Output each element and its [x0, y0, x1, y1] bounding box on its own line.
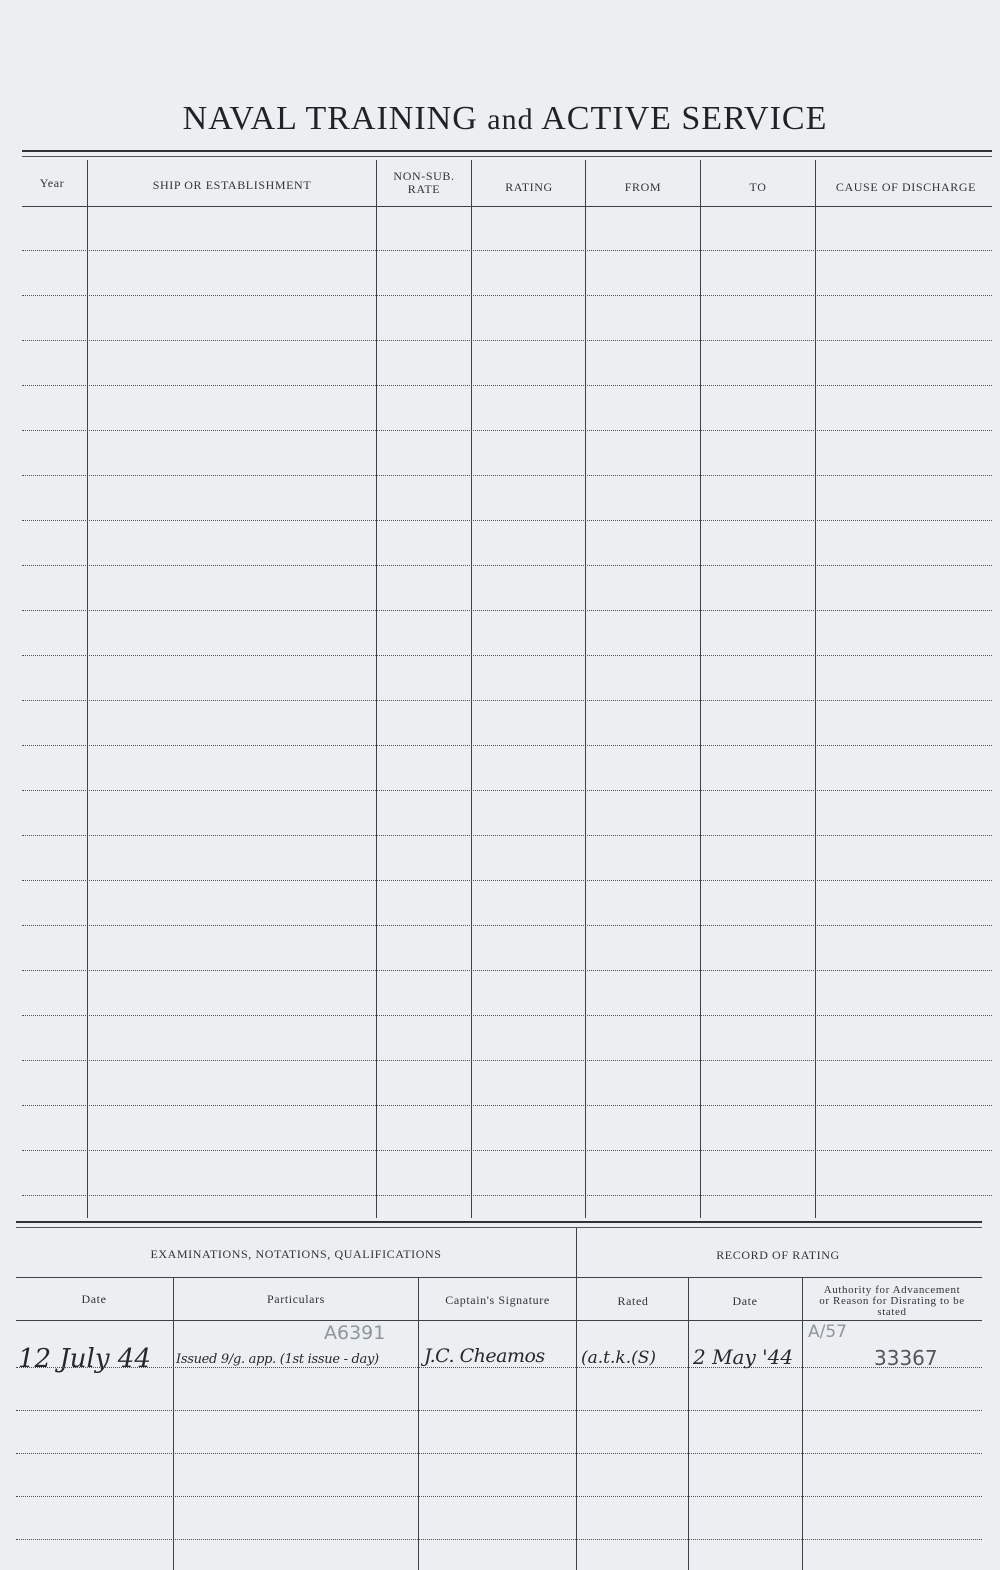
- exam-header-signature: Captain's Signature: [445, 1293, 550, 1307]
- lower-table-row: [16, 1410, 982, 1411]
- service-table-row: [22, 1060, 992, 1061]
- service-table-row: [22, 1150, 992, 1151]
- header-to: TO: [749, 180, 767, 194]
- section-rule-thin: [16, 1227, 982, 1228]
- captain-signature: J.C. Cheamos: [424, 1345, 545, 1367]
- service-table-row: [22, 1195, 992, 1196]
- header-nonsub-line2: RATE: [407, 182, 441, 196]
- service-table-row: [22, 610, 992, 611]
- service-table-row: [22, 880, 992, 881]
- service-table-row: [22, 655, 992, 656]
- header-cause: CAUSE OF DISCHARGE: [835, 180, 977, 194]
- rating-header-rated: Rated: [617, 1294, 649, 1308]
- header-rule: [22, 206, 992, 207]
- exam-entry-particulars: Issued 9/g. app. (1st issue - day): [176, 1352, 379, 1367]
- rating-header-authority: [804, 1285, 980, 1318]
- header-nonsub-line1: NON-SUB.: [393, 169, 455, 183]
- header-rating: RATING: [505, 180, 553, 194]
- lower-subheader-rule: [16, 1277, 982, 1278]
- service-table-row: [22, 520, 992, 521]
- header-from: FROM: [624, 180, 662, 194]
- header-ship: SHIP OR ESTABLISHMENT: [152, 178, 312, 192]
- exam-entry-date: 12 July 44: [18, 1344, 151, 1374]
- service-table-row: [22, 385, 992, 386]
- authority-line2: or Reason for Disrating to be: [819, 1295, 965, 1307]
- rating-entry-pencil-note: A/57: [808, 1322, 847, 1342]
- service-table-row: [22, 430, 992, 431]
- header-nonsub-rate: [376, 170, 472, 196]
- title-main: NAVAL TRAINING: [182, 100, 478, 137]
- service-table-row: [22, 295, 992, 296]
- lower-table-row: [16, 1453, 982, 1454]
- record-of-rating-title: RECORD OF RATING: [716, 1248, 840, 1262]
- page-title: [0, 100, 1000, 138]
- examinations-title: EXAMINATIONS, NOTATIONS, QUALIFICATIONS: [150, 1247, 442, 1261]
- service-table-row: [22, 340, 992, 341]
- rating-entry-date: 2 May '44: [693, 1345, 794, 1369]
- rating-header-date: Date: [732, 1294, 758, 1308]
- rating-entry-authority: 33367: [874, 1346, 938, 1370]
- authority-line1: Authority for Advancement: [823, 1284, 961, 1296]
- service-table-row: [22, 700, 992, 701]
- section-rule: [16, 1221, 982, 1223]
- service-table-row: [22, 925, 992, 926]
- lower-col-divider: [418, 1278, 419, 1570]
- service-table-row: [22, 970, 992, 971]
- lower-col-divider: [802, 1278, 803, 1570]
- title-secondary: ACTIVE SERVICE: [541, 100, 828, 137]
- service-table-row: [22, 475, 992, 476]
- service-table-row: [22, 745, 992, 746]
- exam-header-date: Date: [81, 1292, 107, 1306]
- lower-col-divider: [576, 1228, 577, 1570]
- service-table-row: [22, 250, 992, 251]
- lower-table-row: [16, 1367, 982, 1368]
- service-table-row: [22, 1105, 992, 1106]
- service-table-row: [22, 835, 992, 836]
- lower-col-divider: [688, 1278, 689, 1570]
- exam-entry-pencil-note: A6391: [324, 1322, 386, 1344]
- header-year: Year: [39, 176, 65, 190]
- authority-line3: stated: [877, 1306, 907, 1318]
- lower-table-row: [16, 1539, 982, 1540]
- lower-header-rule: [16, 1320, 982, 1321]
- lower-table-row: [16, 1496, 982, 1497]
- title-connector: and: [487, 103, 534, 136]
- service-table-row: [22, 565, 992, 566]
- lower-col-divider: [173, 1278, 174, 1570]
- service-table-row: [22, 790, 992, 791]
- service-table-row: [22, 1015, 992, 1016]
- exam-header-particulars: Particulars: [267, 1292, 325, 1306]
- rating-entry-rated: (a.t.k.(S): [581, 1348, 657, 1368]
- top-rule: [22, 150, 992, 152]
- top-rule-thin: [22, 156, 992, 157]
